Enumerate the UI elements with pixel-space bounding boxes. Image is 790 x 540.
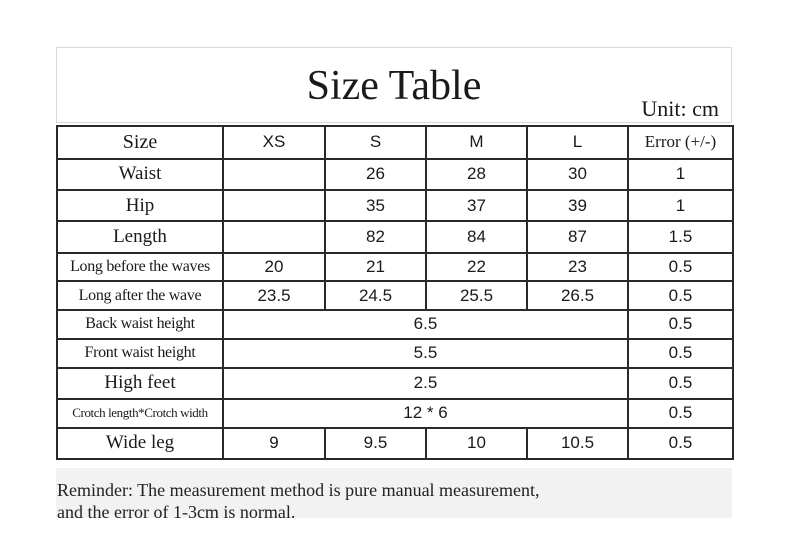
cell-l: 26.5 <box>527 281 628 310</box>
cell-error: 0.5 <box>628 281 733 310</box>
cell-xs <box>223 159 325 190</box>
table-header-row <box>57 126 733 159</box>
column-header-l: L <box>527 126 628 159</box>
cell-error: 1 <box>628 190 733 221</box>
cell-s: 9.5 <box>325 428 426 459</box>
cell-m: 10 <box>426 428 527 459</box>
page-title: Size Table <box>306 63 482 109</box>
row-label: Length <box>57 221 223 252</box>
cell-xs <box>223 190 325 221</box>
cell-error: 0.5 <box>628 310 733 339</box>
cell-m: 25.5 <box>426 281 527 310</box>
cell-s: 24.5 <box>325 281 426 310</box>
column-header-m: M <box>426 126 527 159</box>
cell-m: 22 <box>426 253 527 282</box>
cell-xs: 20 <box>223 253 325 282</box>
size-table <box>56 125 734 460</box>
cell-l: 23 <box>527 253 628 282</box>
table-row-long-before <box>57 253 733 282</box>
cell-s: 26 <box>325 159 426 190</box>
table-row-high-feet <box>57 368 733 399</box>
column-header-error: Error (+/-) <box>628 126 733 159</box>
cell-all-sizes: 6.5 <box>223 310 628 339</box>
cell-s: 21 <box>325 253 426 282</box>
column-header-size: Size <box>57 126 223 159</box>
cell-all-sizes: 12 * 6 <box>223 399 628 428</box>
table-header <box>56 47 732 123</box>
cell-l: 39 <box>527 190 628 221</box>
table-row-back-waist <box>57 310 733 339</box>
reminder-note <box>57 479 737 523</box>
cell-s: 35 <box>325 190 426 221</box>
row-label: Wide leg <box>57 428 223 459</box>
cell-error: 0.5 <box>628 339 733 368</box>
cell-all-sizes: 5.5 <box>223 339 628 368</box>
cell-error: 0.5 <box>628 253 733 282</box>
table-row-waist <box>57 159 733 190</box>
column-header-xs: XS <box>223 126 325 159</box>
row-label: Back waist height <box>57 310 223 339</box>
cell-s: 82 <box>325 221 426 252</box>
table-row-length <box>57 221 733 252</box>
row-label: High feet <box>57 368 223 399</box>
row-label: Front waist height <box>57 339 223 368</box>
cell-xs <box>223 221 325 252</box>
cell-m: 84 <box>426 221 527 252</box>
reminder-line-2: and the error of 1-3cm is normal. <box>57 502 296 522</box>
table-row-crotch <box>57 399 733 428</box>
cell-all-sizes: 2.5 <box>223 368 628 399</box>
cell-m: 37 <box>426 190 527 221</box>
cell-error: 0.5 <box>628 399 733 428</box>
row-label: Long before the waves <box>57 253 223 282</box>
cell-l: 10.5 <box>527 428 628 459</box>
cell-error: 1.5 <box>628 221 733 252</box>
table-row-long-after <box>57 281 733 310</box>
cell-l: 30 <box>527 159 628 190</box>
table-row-hip <box>57 190 733 221</box>
row-label: Hip <box>57 190 223 221</box>
row-label: Long after the wave <box>57 281 223 310</box>
cell-m: 28 <box>426 159 527 190</box>
cell-error: 1 <box>628 159 733 190</box>
cell-xs: 23.5 <box>223 281 325 310</box>
cell-xs: 9 <box>223 428 325 459</box>
row-label: Waist <box>57 159 223 190</box>
unit-label: Unit: cm <box>641 96 719 121</box>
table-row-wide-leg <box>57 428 733 459</box>
table-row-front-waist <box>57 339 733 368</box>
cell-error: 0.5 <box>628 368 733 399</box>
reminder-line-1: Reminder: The measurement method is pure manual measurement, <box>57 480 540 500</box>
column-header-s: S <box>325 126 426 159</box>
cell-l: 87 <box>527 221 628 252</box>
row-label: Crotch length*Crotch width <box>57 399 223 428</box>
cell-error: 0.5 <box>628 428 733 459</box>
